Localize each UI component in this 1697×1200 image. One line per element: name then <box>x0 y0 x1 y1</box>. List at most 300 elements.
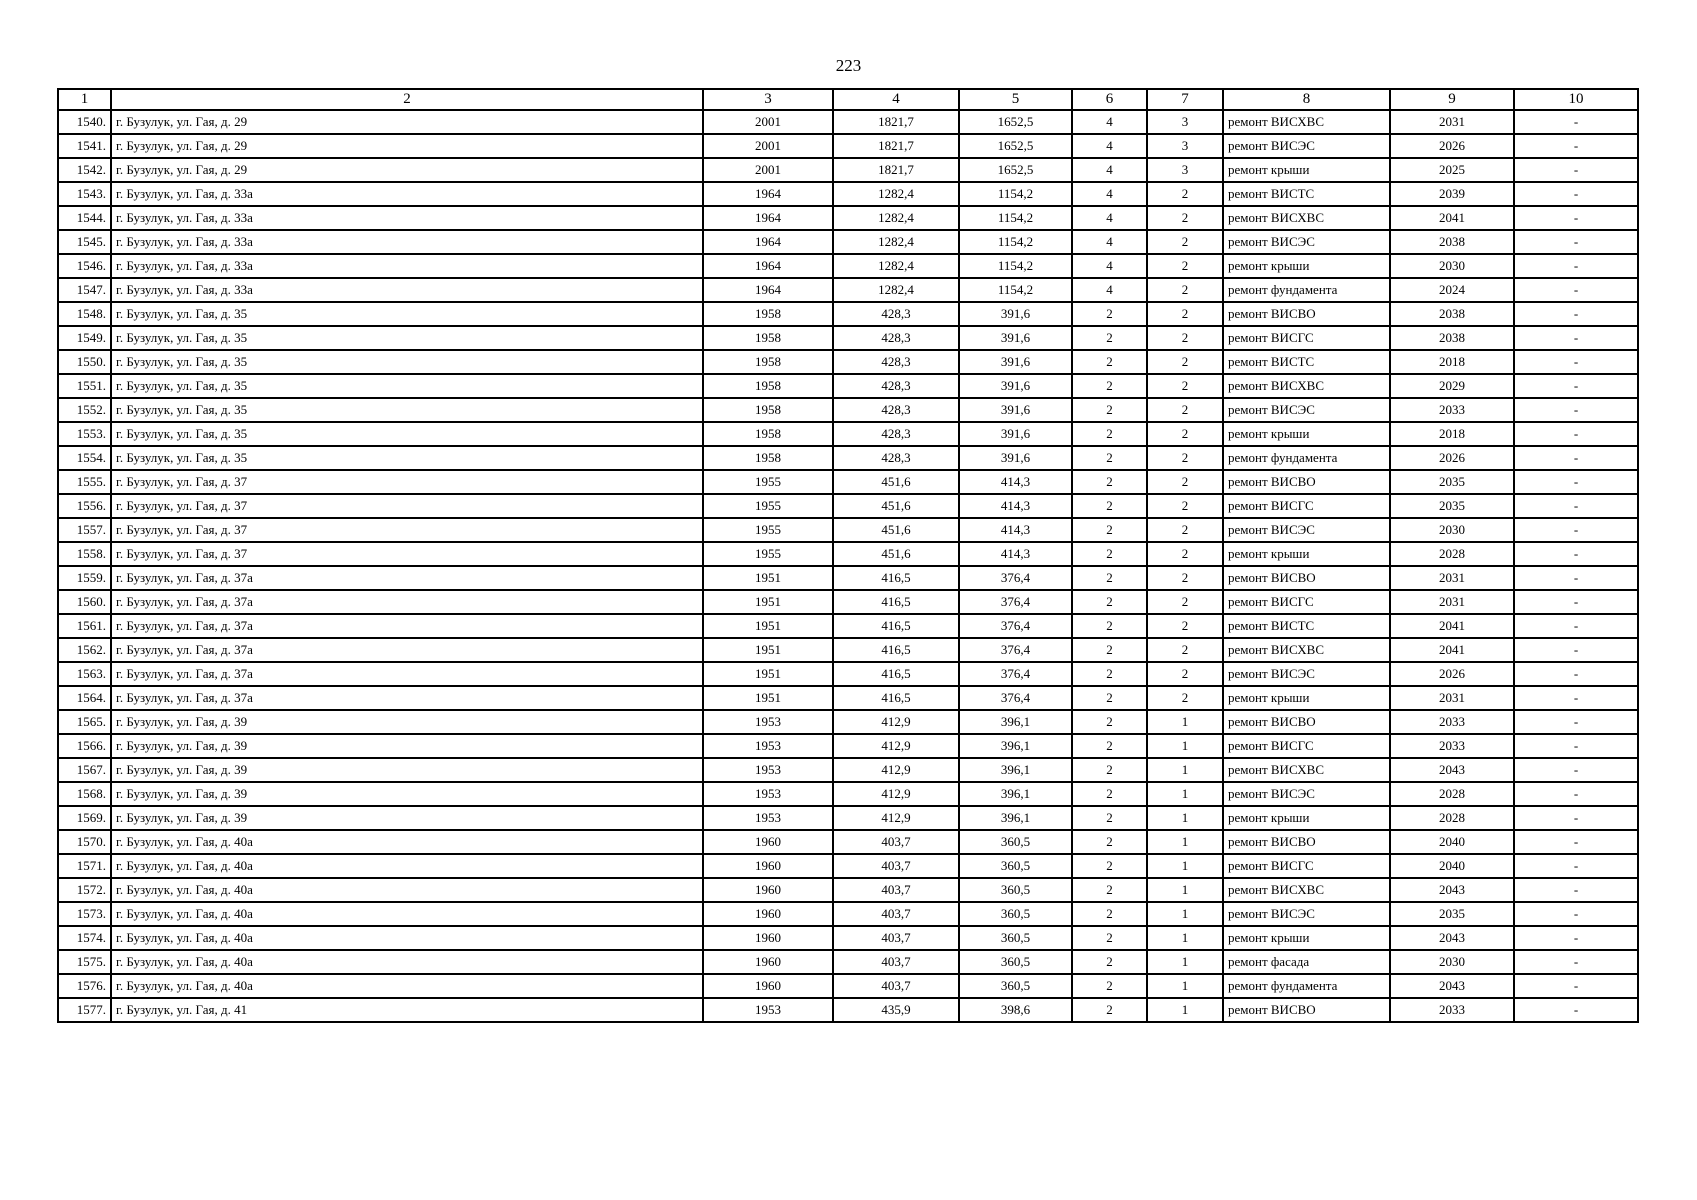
entrances-cell: 2 <box>1147 446 1223 470</box>
work-type-cell: ремонт ВИСХВС <box>1223 878 1390 902</box>
note-cell: - <box>1514 470 1638 494</box>
total-area-cell: 412,9 <box>833 758 959 782</box>
living-area-cell: 360,5 <box>959 854 1072 878</box>
living-area-cell: 391,6 <box>959 326 1072 350</box>
entrances-cell: 2 <box>1147 542 1223 566</box>
floors-cell: 4 <box>1072 254 1147 278</box>
row-number-cell: 1560. <box>58 590 111 614</box>
note-cell: - <box>1514 710 1638 734</box>
row-number-cell: 1552. <box>58 398 111 422</box>
living-area-cell: 1154,2 <box>959 254 1072 278</box>
work-type-cell: ремонт ВИСТС <box>1223 350 1390 374</box>
floors-cell: 2 <box>1072 326 1147 350</box>
living-area-cell: 360,5 <box>959 950 1072 974</box>
row-number-cell: 1549. <box>58 326 111 350</box>
build-year-cell: 1958 <box>703 422 833 446</box>
living-area-cell: 414,3 <box>959 542 1072 566</box>
planned-year-cell: 2028 <box>1390 542 1514 566</box>
work-type-cell: ремонт ВИСВО <box>1223 566 1390 590</box>
planned-year-cell: 2043 <box>1390 758 1514 782</box>
total-area-cell: 403,7 <box>833 878 959 902</box>
living-area-cell: 376,4 <box>959 662 1072 686</box>
table-row <box>58 110 1638 134</box>
row-number-cell: 1572. <box>58 878 111 902</box>
table-row <box>58 302 1638 326</box>
planned-year-cell: 2024 <box>1390 278 1514 302</box>
living-area-cell: 391,6 <box>959 302 1072 326</box>
planned-year-cell: 2031 <box>1390 110 1514 134</box>
note-cell: - <box>1514 374 1638 398</box>
living-area-cell: 360,5 <box>959 902 1072 926</box>
table-row <box>58 254 1638 278</box>
build-year-cell: 1960 <box>703 950 833 974</box>
planned-year-cell: 2030 <box>1390 254 1514 278</box>
table-row <box>58 854 1638 878</box>
living-area-cell: 376,4 <box>959 686 1072 710</box>
living-area-cell: 414,3 <box>959 518 1072 542</box>
address-cell: г. Бузулук, ул. Гая, д. 40а <box>111 854 703 878</box>
living-area-cell: 391,6 <box>959 350 1072 374</box>
row-number-cell: 1569. <box>58 806 111 830</box>
living-area-cell: 376,4 <box>959 614 1072 638</box>
row-number-cell: 1543. <box>58 182 111 206</box>
note-cell: - <box>1514 974 1638 998</box>
planned-year-cell: 2018 <box>1390 350 1514 374</box>
entrances-cell: 2 <box>1147 566 1223 590</box>
build-year-cell: 1960 <box>703 878 833 902</box>
floors-cell: 2 <box>1072 566 1147 590</box>
living-area-cell: 391,6 <box>959 446 1072 470</box>
planned-year-cell: 2041 <box>1390 614 1514 638</box>
floors-cell: 2 <box>1072 782 1147 806</box>
table-row <box>58 686 1638 710</box>
note-cell: - <box>1514 422 1638 446</box>
entrances-cell: 1 <box>1147 710 1223 734</box>
column-header-4: 4 <box>833 89 959 110</box>
living-area-cell: 414,3 <box>959 470 1072 494</box>
entrances-cell: 2 <box>1147 254 1223 278</box>
total-area-cell: 403,7 <box>833 950 959 974</box>
floors-cell: 2 <box>1072 398 1147 422</box>
entrances-cell: 1 <box>1147 998 1223 1022</box>
entrances-cell: 2 <box>1147 350 1223 374</box>
work-type-cell: ремонт ВИСЭС <box>1223 782 1390 806</box>
entrances-cell: 1 <box>1147 854 1223 878</box>
address-cell: г. Бузулук, ул. Гая, д. 39 <box>111 734 703 758</box>
total-area-cell: 428,3 <box>833 350 959 374</box>
floors-cell: 2 <box>1072 902 1147 926</box>
floors-cell: 2 <box>1072 542 1147 566</box>
note-cell: - <box>1514 254 1638 278</box>
entrances-cell: 2 <box>1147 206 1223 230</box>
build-year-cell: 1951 <box>703 614 833 638</box>
build-year-cell: 1964 <box>703 182 833 206</box>
row-number-cell: 1574. <box>58 926 111 950</box>
column-header-3: 3 <box>703 89 833 110</box>
work-type-cell: ремонт ВИСЭС <box>1223 518 1390 542</box>
total-area-cell: 416,5 <box>833 614 959 638</box>
total-area-cell: 412,9 <box>833 734 959 758</box>
floors-cell: 2 <box>1072 878 1147 902</box>
floors-cell: 4 <box>1072 206 1147 230</box>
planned-year-cell: 2026 <box>1390 662 1514 686</box>
work-type-cell: ремонт ВИСЭС <box>1223 662 1390 686</box>
build-year-cell: 1953 <box>703 710 833 734</box>
work-type-cell: ремонт ВИСЭС <box>1223 230 1390 254</box>
living-area-cell: 396,1 <box>959 710 1072 734</box>
living-area-cell: 1154,2 <box>959 206 1072 230</box>
note-cell: - <box>1514 854 1638 878</box>
work-type-cell: ремонт ВИСВО <box>1223 470 1390 494</box>
row-number-cell: 1540. <box>58 110 111 134</box>
header-row <box>58 89 1638 110</box>
build-year-cell: 1960 <box>703 830 833 854</box>
build-year-cell: 1960 <box>703 854 833 878</box>
row-number-cell: 1564. <box>58 686 111 710</box>
note-cell: - <box>1514 134 1638 158</box>
entrances-cell: 2 <box>1147 470 1223 494</box>
address-cell: г. Бузулук, ул. Гая, д. 33а <box>111 254 703 278</box>
column-header-10: 10 <box>1514 89 1638 110</box>
row-number-cell: 1551. <box>58 374 111 398</box>
total-area-cell: 451,6 <box>833 470 959 494</box>
living-area-cell: 391,6 <box>959 422 1072 446</box>
note-cell: - <box>1514 206 1638 230</box>
work-type-cell: ремонт фундамента <box>1223 278 1390 302</box>
build-year-cell: 1958 <box>703 446 833 470</box>
work-type-cell: ремонт ВИСТС <box>1223 182 1390 206</box>
address-cell: г. Бузулук, ул. Гая, д. 33а <box>111 278 703 302</box>
total-area-cell: 1282,4 <box>833 230 959 254</box>
address-cell: г. Бузулук, ул. Гая, д. 35 <box>111 302 703 326</box>
address-cell: г. Бузулук, ул. Гая, д. 37 <box>111 542 703 566</box>
floors-cell: 2 <box>1072 374 1147 398</box>
planned-year-cell: 2031 <box>1390 566 1514 590</box>
build-year-cell: 1964 <box>703 206 833 230</box>
total-area-cell: 428,3 <box>833 326 959 350</box>
address-cell: г. Бузулук, ул. Гая, д. 41 <box>111 998 703 1022</box>
table-row <box>58 662 1638 686</box>
address-cell: г. Бузулук, ул. Гая, д. 40а <box>111 902 703 926</box>
planned-year-cell: 2040 <box>1390 854 1514 878</box>
planned-year-cell: 2031 <box>1390 590 1514 614</box>
row-number-cell: 1566. <box>58 734 111 758</box>
table-body <box>58 110 1638 1022</box>
row-number-cell: 1559. <box>58 566 111 590</box>
total-area-cell: 435,9 <box>833 998 959 1022</box>
total-area-cell: 1821,7 <box>833 134 959 158</box>
work-type-cell: ремонт ВИСХВС <box>1223 758 1390 782</box>
address-cell: г. Бузулук, ул. Гая, д. 39 <box>111 782 703 806</box>
total-area-cell: 428,3 <box>833 422 959 446</box>
build-year-cell: 1958 <box>703 302 833 326</box>
address-cell: г. Бузулук, ул. Гая, д. 37 <box>111 494 703 518</box>
build-year-cell: 1955 <box>703 542 833 566</box>
note-cell: - <box>1514 758 1638 782</box>
address-cell: г. Бузулук, ул. Гая, д. 35 <box>111 446 703 470</box>
note-cell: - <box>1514 158 1638 182</box>
floors-cell: 2 <box>1072 974 1147 998</box>
build-year-cell: 2001 <box>703 110 833 134</box>
table-row <box>58 230 1638 254</box>
floors-cell: 4 <box>1072 230 1147 254</box>
note-cell: - <box>1514 806 1638 830</box>
row-number-cell: 1568. <box>58 782 111 806</box>
table-row <box>58 542 1638 566</box>
address-cell: г. Бузулук, ул. Гая, д. 40а <box>111 830 703 854</box>
planned-year-cell: 2040 <box>1390 830 1514 854</box>
table-row <box>58 566 1638 590</box>
entrances-cell: 1 <box>1147 830 1223 854</box>
build-year-cell: 1964 <box>703 278 833 302</box>
row-number-cell: 1541. <box>58 134 111 158</box>
work-type-cell: ремонт ВИСВО <box>1223 830 1390 854</box>
entrances-cell: 2 <box>1147 302 1223 326</box>
row-number-cell: 1550. <box>58 350 111 374</box>
address-cell: г. Бузулук, ул. Гая, д. 29 <box>111 134 703 158</box>
floors-cell: 2 <box>1072 590 1147 614</box>
address-cell: г. Бузулук, ул. Гая, д. 39 <box>111 806 703 830</box>
floors-cell: 2 <box>1072 614 1147 638</box>
row-number-cell: 1542. <box>58 158 111 182</box>
table-row <box>58 182 1638 206</box>
floors-cell: 2 <box>1072 470 1147 494</box>
row-number-cell: 1565. <box>58 710 111 734</box>
note-cell: - <box>1514 326 1638 350</box>
planned-year-cell: 2028 <box>1390 806 1514 830</box>
planned-year-cell: 2041 <box>1390 638 1514 662</box>
address-cell: г. Бузулук, ул. Гая, д. 35 <box>111 398 703 422</box>
floors-cell: 2 <box>1072 686 1147 710</box>
planned-year-cell: 2018 <box>1390 422 1514 446</box>
column-header-7: 7 <box>1147 89 1223 110</box>
living-area-cell: 360,5 <box>959 830 1072 854</box>
planned-year-cell: 2033 <box>1390 998 1514 1022</box>
planned-year-cell: 2030 <box>1390 950 1514 974</box>
living-area-cell: 360,5 <box>959 878 1072 902</box>
row-number-cell: 1544. <box>58 206 111 230</box>
floors-cell: 2 <box>1072 422 1147 446</box>
floors-cell: 2 <box>1072 950 1147 974</box>
address-cell: г. Бузулук, ул. Гая, д. 37а <box>111 614 703 638</box>
entrances-cell: 2 <box>1147 374 1223 398</box>
table-row <box>58 974 1638 998</box>
floors-cell: 2 <box>1072 518 1147 542</box>
table-row <box>58 326 1638 350</box>
table-row <box>58 494 1638 518</box>
work-type-cell: ремонт фасада <box>1223 950 1390 974</box>
living-area-cell: 1652,5 <box>959 110 1072 134</box>
work-type-cell: ремонт крыши <box>1223 926 1390 950</box>
build-year-cell: 1951 <box>703 686 833 710</box>
build-year-cell: 1951 <box>703 662 833 686</box>
work-type-cell: ремонт ВИСГС <box>1223 734 1390 758</box>
table-row <box>58 446 1638 470</box>
table-row <box>58 278 1638 302</box>
column-header-5: 5 <box>959 89 1072 110</box>
work-type-cell: ремонт ВИСХВС <box>1223 638 1390 662</box>
total-area-cell: 1282,4 <box>833 254 959 278</box>
floors-cell: 2 <box>1072 494 1147 518</box>
note-cell: - <box>1514 350 1638 374</box>
row-number-cell: 1556. <box>58 494 111 518</box>
note-cell: - <box>1514 878 1638 902</box>
address-cell: г. Бузулук, ул. Гая, д. 37 <box>111 470 703 494</box>
table-row <box>58 902 1638 926</box>
total-area-cell: 412,9 <box>833 710 959 734</box>
living-area-cell: 1154,2 <box>959 230 1072 254</box>
build-year-cell: 2001 <box>703 158 833 182</box>
table-row <box>58 758 1638 782</box>
total-area-cell: 428,3 <box>833 398 959 422</box>
address-cell: г. Бузулук, ул. Гая, д. 40а <box>111 950 703 974</box>
note-cell: - <box>1514 494 1638 518</box>
row-number-cell: 1553. <box>58 422 111 446</box>
living-area-cell: 396,1 <box>959 758 1072 782</box>
planned-year-cell: 2026 <box>1390 446 1514 470</box>
column-header-6: 6 <box>1072 89 1147 110</box>
entrances-cell: 1 <box>1147 878 1223 902</box>
address-cell: г. Бузулук, ул. Гая, д. 40а <box>111 974 703 998</box>
planned-year-cell: 2039 <box>1390 182 1514 206</box>
build-year-cell: 1953 <box>703 782 833 806</box>
work-type-cell: ремонт ВИСХВС <box>1223 110 1390 134</box>
planned-year-cell: 2029 <box>1390 374 1514 398</box>
living-area-cell: 391,6 <box>959 374 1072 398</box>
planned-year-cell: 2043 <box>1390 974 1514 998</box>
table-row <box>58 998 1638 1022</box>
address-cell: г. Бузулук, ул. Гая, д. 37а <box>111 686 703 710</box>
work-type-cell: ремонт крыши <box>1223 686 1390 710</box>
address-cell: г. Бузулук, ул. Гая, д. 37а <box>111 662 703 686</box>
work-type-cell: ремонт крыши <box>1223 422 1390 446</box>
table-row <box>58 950 1638 974</box>
total-area-cell: 403,7 <box>833 830 959 854</box>
column-header-9: 9 <box>1390 89 1514 110</box>
table-row <box>58 350 1638 374</box>
total-area-cell: 428,3 <box>833 374 959 398</box>
floors-cell: 2 <box>1072 806 1147 830</box>
table-row <box>58 878 1638 902</box>
planned-year-cell: 2043 <box>1390 878 1514 902</box>
floors-cell: 2 <box>1072 446 1147 470</box>
table-row <box>58 206 1638 230</box>
note-cell: - <box>1514 230 1638 254</box>
table-row <box>58 614 1638 638</box>
floors-cell: 4 <box>1072 182 1147 206</box>
living-area-cell: 414,3 <box>959 494 1072 518</box>
note-cell: - <box>1514 398 1638 422</box>
note-cell: - <box>1514 182 1638 206</box>
note-cell: - <box>1514 638 1638 662</box>
work-type-cell: ремонт ВИСГС <box>1223 494 1390 518</box>
note-cell: - <box>1514 302 1638 326</box>
floors-cell: 2 <box>1072 998 1147 1022</box>
row-number-cell: 1561. <box>58 614 111 638</box>
address-cell: г. Бузулук, ул. Гая, д. 29 <box>111 158 703 182</box>
work-type-cell: ремонт фундамента <box>1223 446 1390 470</box>
floors-cell: 2 <box>1072 854 1147 878</box>
build-year-cell: 1955 <box>703 470 833 494</box>
row-number-cell: 1555. <box>58 470 111 494</box>
address-cell: г. Бузулук, ул. Гая, д. 40а <box>111 878 703 902</box>
work-type-cell: ремонт крыши <box>1223 542 1390 566</box>
floors-cell: 2 <box>1072 758 1147 782</box>
planned-year-cell: 2030 <box>1390 518 1514 542</box>
planned-year-cell: 2031 <box>1390 686 1514 710</box>
note-cell: - <box>1514 950 1638 974</box>
entrances-cell: 2 <box>1147 422 1223 446</box>
work-type-cell: ремонт ВИСЭС <box>1223 902 1390 926</box>
living-area-cell: 396,1 <box>959 806 1072 830</box>
planned-year-cell: 2033 <box>1390 710 1514 734</box>
work-type-cell: ремонт ВИСВО <box>1223 998 1390 1022</box>
total-area-cell: 416,5 <box>833 566 959 590</box>
table-row <box>58 518 1638 542</box>
note-cell: - <box>1514 782 1638 806</box>
note-cell: - <box>1514 830 1638 854</box>
work-type-cell: ремонт крыши <box>1223 158 1390 182</box>
row-number-cell: 1545. <box>58 230 111 254</box>
total-area-cell: 416,5 <box>833 662 959 686</box>
work-type-cell: ремонт ВИСГС <box>1223 854 1390 878</box>
note-cell: - <box>1514 278 1638 302</box>
build-year-cell: 1958 <box>703 350 833 374</box>
address-cell: г. Бузулук, ул. Гая, д. 33а <box>111 230 703 254</box>
build-year-cell: 1958 <box>703 374 833 398</box>
entrances-cell: 1 <box>1147 734 1223 758</box>
entrances-cell: 1 <box>1147 902 1223 926</box>
work-type-cell: ремонт ВИСЭС <box>1223 398 1390 422</box>
planned-year-cell: 2038 <box>1390 326 1514 350</box>
total-area-cell: 403,7 <box>833 854 959 878</box>
entrances-cell: 2 <box>1147 326 1223 350</box>
planned-year-cell: 2033 <box>1390 734 1514 758</box>
table-row <box>58 374 1638 398</box>
total-area-cell: 451,6 <box>833 494 959 518</box>
entrances-cell: 3 <box>1147 158 1223 182</box>
table-row <box>58 782 1638 806</box>
work-type-cell: ремонт ВИСВО <box>1223 302 1390 326</box>
address-cell: г. Бузулук, ул. Гая, д. 37а <box>111 638 703 662</box>
row-number-cell: 1562. <box>58 638 111 662</box>
column-header-8: 8 <box>1223 89 1390 110</box>
entrances-cell: 1 <box>1147 974 1223 998</box>
entrances-cell: 2 <box>1147 494 1223 518</box>
entrances-cell: 2 <box>1147 686 1223 710</box>
work-type-cell: ремонт ВИСВО <box>1223 710 1390 734</box>
table-row <box>58 926 1638 950</box>
entrances-cell: 2 <box>1147 182 1223 206</box>
work-type-cell: ремонт ВИСГС <box>1223 326 1390 350</box>
living-area-cell: 1652,5 <box>959 134 1072 158</box>
note-cell: - <box>1514 518 1638 542</box>
total-area-cell: 451,6 <box>833 518 959 542</box>
total-area-cell: 1821,7 <box>833 110 959 134</box>
note-cell: - <box>1514 926 1638 950</box>
table-row <box>58 422 1638 446</box>
living-area-cell: 1154,2 <box>959 278 1072 302</box>
total-area-cell: 412,9 <box>833 806 959 830</box>
total-area-cell: 403,7 <box>833 926 959 950</box>
entrances-cell: 1 <box>1147 926 1223 950</box>
entrances-cell: 2 <box>1147 518 1223 542</box>
table-row <box>58 806 1638 830</box>
entrances-cell: 2 <box>1147 230 1223 254</box>
total-area-cell: 416,5 <box>833 638 959 662</box>
table-header <box>58 89 1638 110</box>
living-area-cell: 398,6 <box>959 998 1072 1022</box>
